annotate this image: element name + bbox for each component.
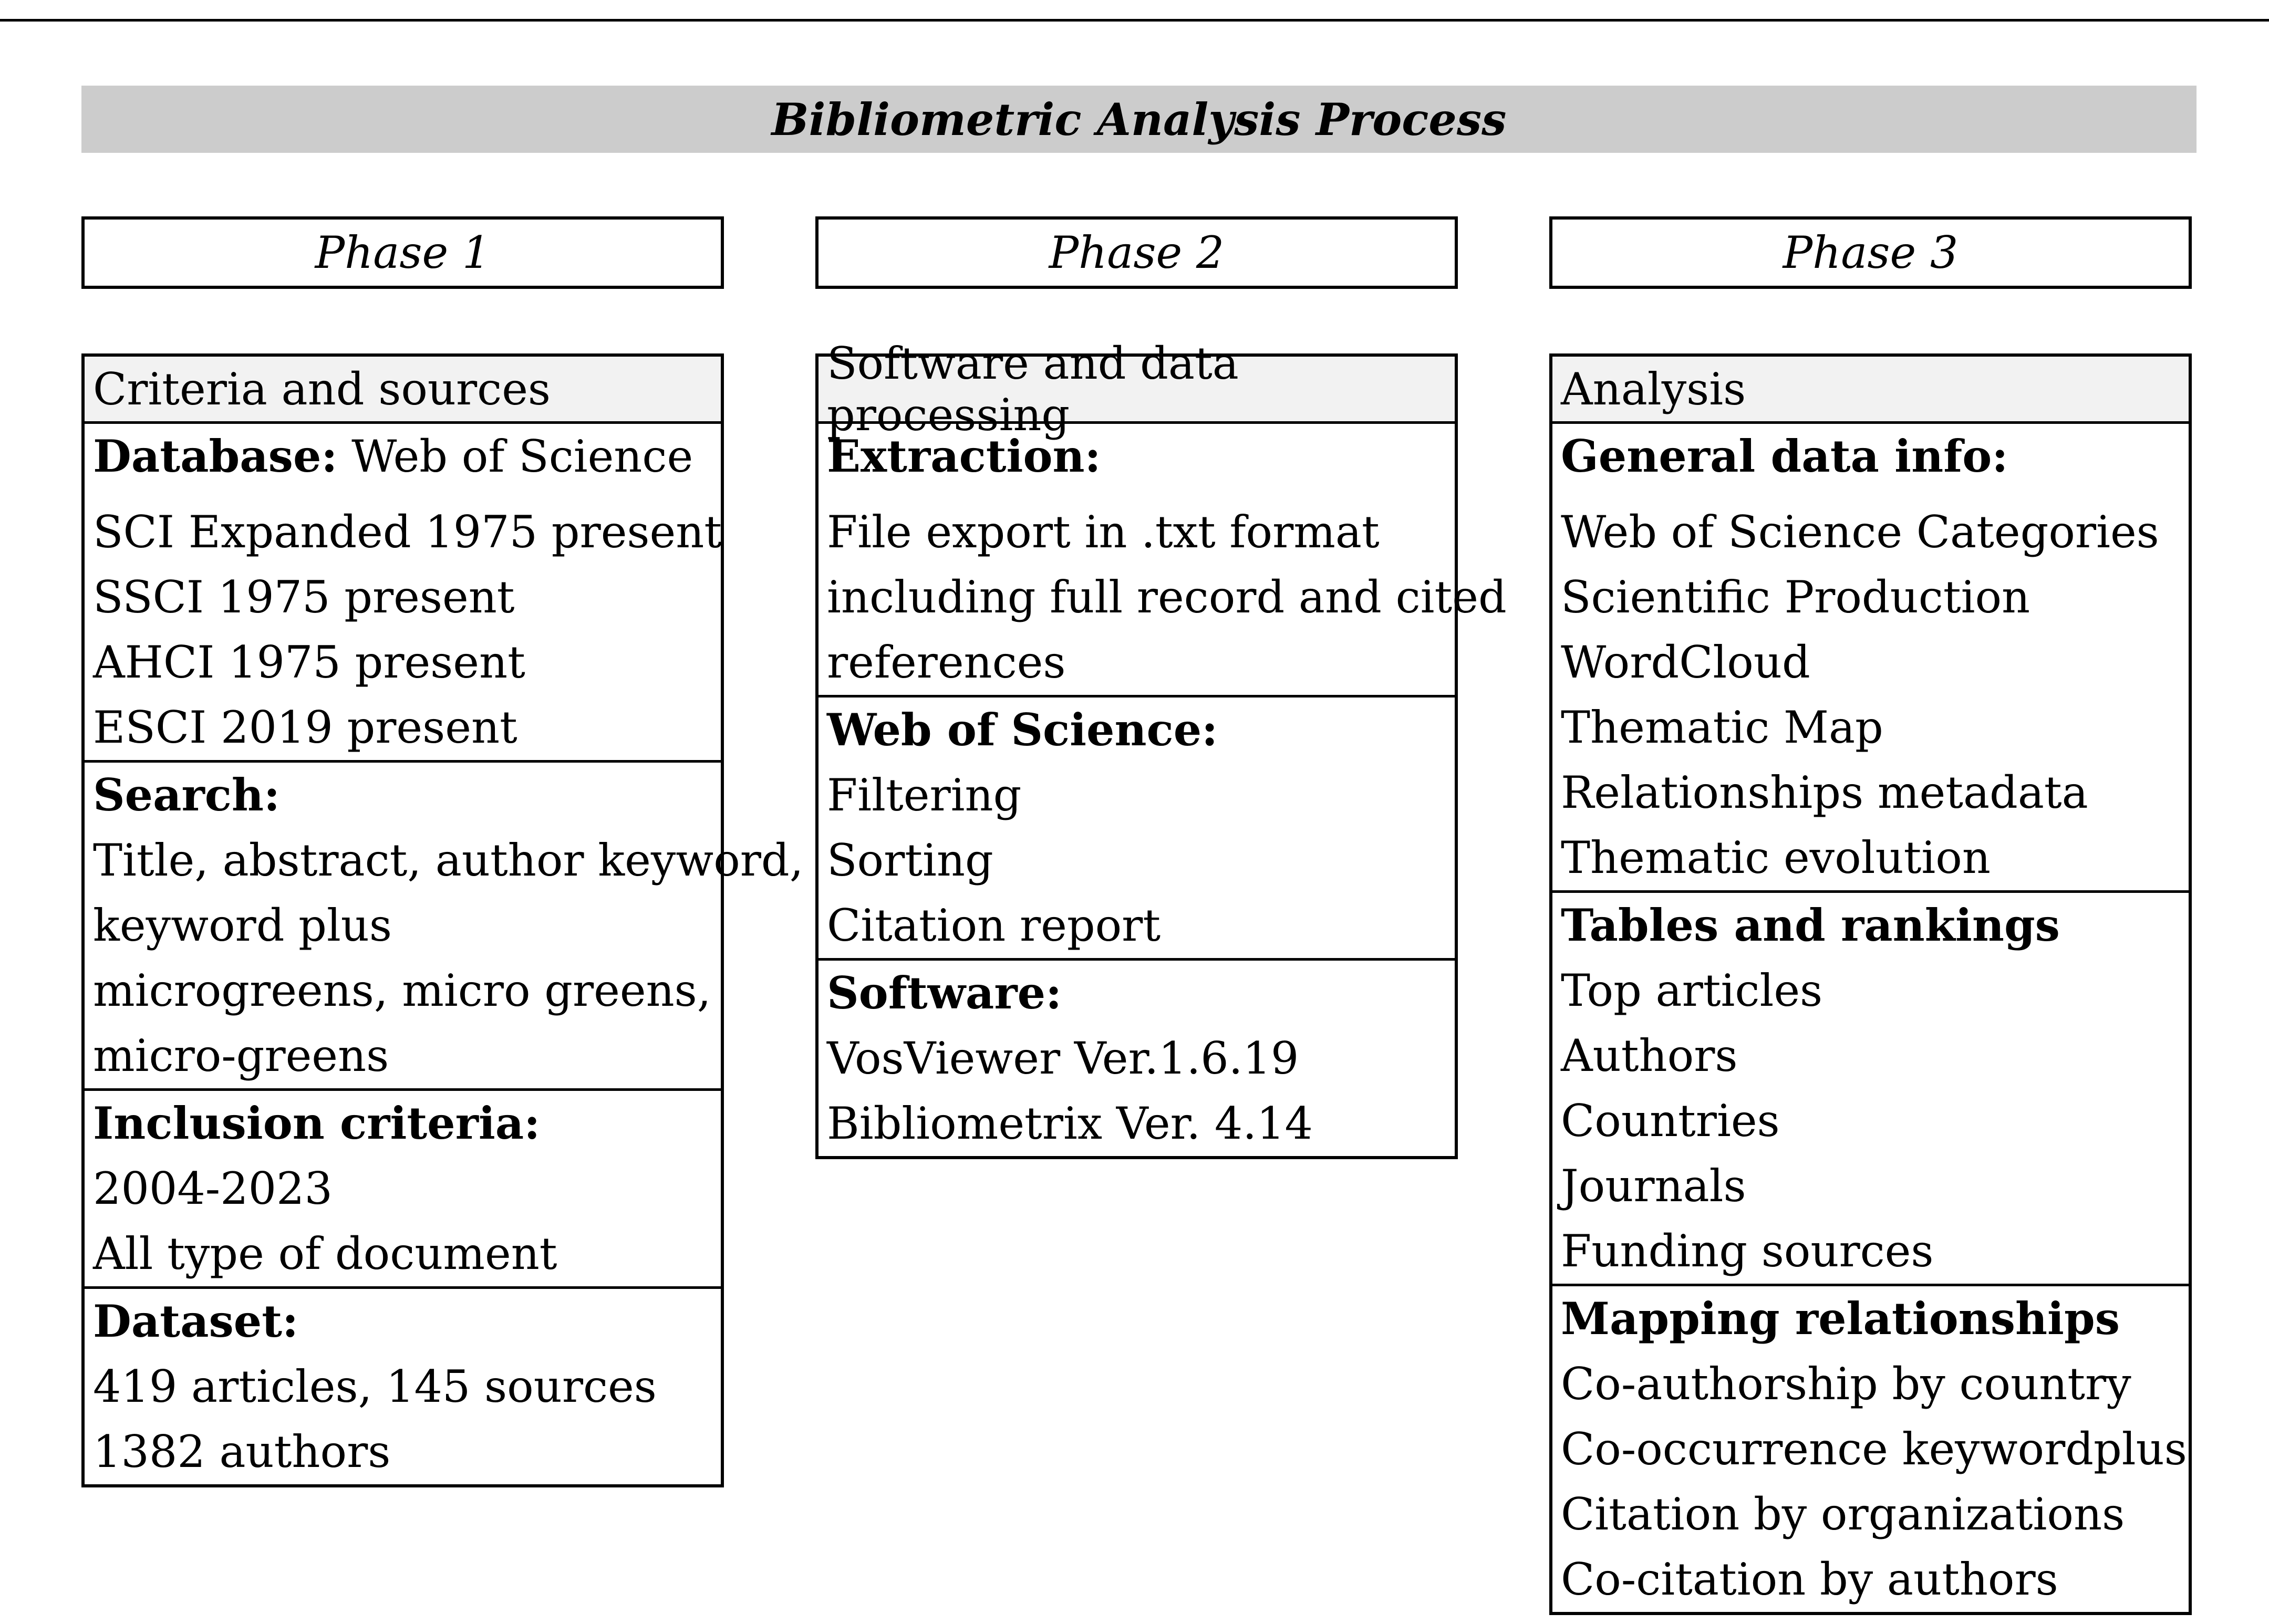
search-label: Search: [93,769,281,821]
list-item: microgreens, micro greens, [93,965,711,1016]
list-item: Web of Science Categories [1561,506,2159,558]
list-item: Title, abstract, author keyword, [93,835,804,886]
list-item: ESCI 2019 present [93,702,517,753]
inclusion-criteria-section [85,1088,721,1286]
list-item: VosViewer Ver.1.6.19 [827,1033,1299,1084]
list-item: references [827,637,1066,688]
section-heading [1561,893,2180,958]
software-label: Software: [827,967,1062,1019]
section-heading [93,424,712,489]
search-section [85,760,804,1088]
list-item: SSCI 1975 present [93,571,515,623]
list-item: Authors [1561,1030,1738,1081]
section-heading [827,698,1446,763]
extraction-section [819,424,1507,695]
web-of-science-section [819,695,1455,958]
dataset-section [85,1286,721,1484]
database-value: Web of Science [337,431,693,482]
mapping-relationships-section [1552,1284,2189,1612]
list-item: including full record and cited [827,571,1507,623]
list-item: Funding sources [1561,1225,1934,1277]
page-title: Bibliometric Analysis Process [81,86,2197,153]
list-item: Bibliometrix Ver. 4.14 [827,1098,1313,1149]
phase-3-box: Phase 3 [1549,216,2192,289]
list-item: Relationships metadata [1561,767,2088,818]
wos-label: Web of Science: [827,704,1218,756]
list-item: AHCI 1975 present [93,637,525,688]
tables-label: Tables and rankings [1561,899,2060,951]
list-item: File export in .txt format [827,506,1380,558]
list-item: Thematic evolution [1561,832,1991,883]
list-item: keyword plus [93,900,392,951]
list-item: 419 articles, 145 sources [93,1361,657,1412]
list-item: SCI Expanded 1975 present [93,506,722,558]
list-item: Journals [1561,1160,1746,1212]
list-item: 1382 authors [93,1426,391,1477]
list-item: Filtering [827,769,1022,821]
software-section [819,958,1455,1156]
extraction-label: Extraction: [827,430,1101,482]
criteria-and-sources-box [81,353,804,1487]
list-item: micro-greens [93,1030,389,1081]
phase-1-box: Phase 1 [81,216,724,289]
top-rule [0,19,2269,22]
tables-and-rankings-section [1552,890,2189,1284]
list-item: Top articles [1561,965,1823,1016]
column-header: Criteria and sources [85,357,721,424]
list-item: Co-occurrence keywordplus [1561,1423,2187,1475]
general-label: General data info: [1561,430,2008,482]
column-header: Software and data processing [819,357,1455,424]
section-heading [827,961,1446,1026]
list-item: Sorting [827,835,993,886]
database-section [85,424,721,760]
list-item: All type of document [93,1228,557,1279]
mapping-label: Mapping relationships [1561,1293,2120,1345]
list-item: Countries [1561,1095,1780,1147]
list-item: Co-authorship by country [1561,1358,2131,1410]
general-data-info-section [1552,424,2189,890]
list-item: Scientific Production [1561,571,2030,623]
list-item: Citation report [827,900,1161,951]
section-heading [93,1091,712,1156]
phase-2-box: Phase 2 [815,216,1458,289]
database-label: Database: [93,430,338,482]
software-and-data-processing-box [815,337,1507,1159]
section-heading [1561,424,2180,489]
analysis-box [1549,353,2192,1615]
list-item: Citation by organizations [1561,1488,2125,1540]
section-heading [93,1289,712,1354]
list-item: WordCloud [1561,637,1810,688]
dataset-label: Dataset: [93,1295,299,1347]
column-header: Analysis [1552,357,2189,424]
section-heading [93,763,712,828]
section-heading [1561,1286,2180,1351]
list-item: 2004-2023 [93,1163,333,1214]
list-item: Thematic Map [1561,702,1883,753]
list-item: Co-citation by authors [1561,1554,2058,1605]
inclusion-label: Inclusion criteria: [93,1097,541,1149]
